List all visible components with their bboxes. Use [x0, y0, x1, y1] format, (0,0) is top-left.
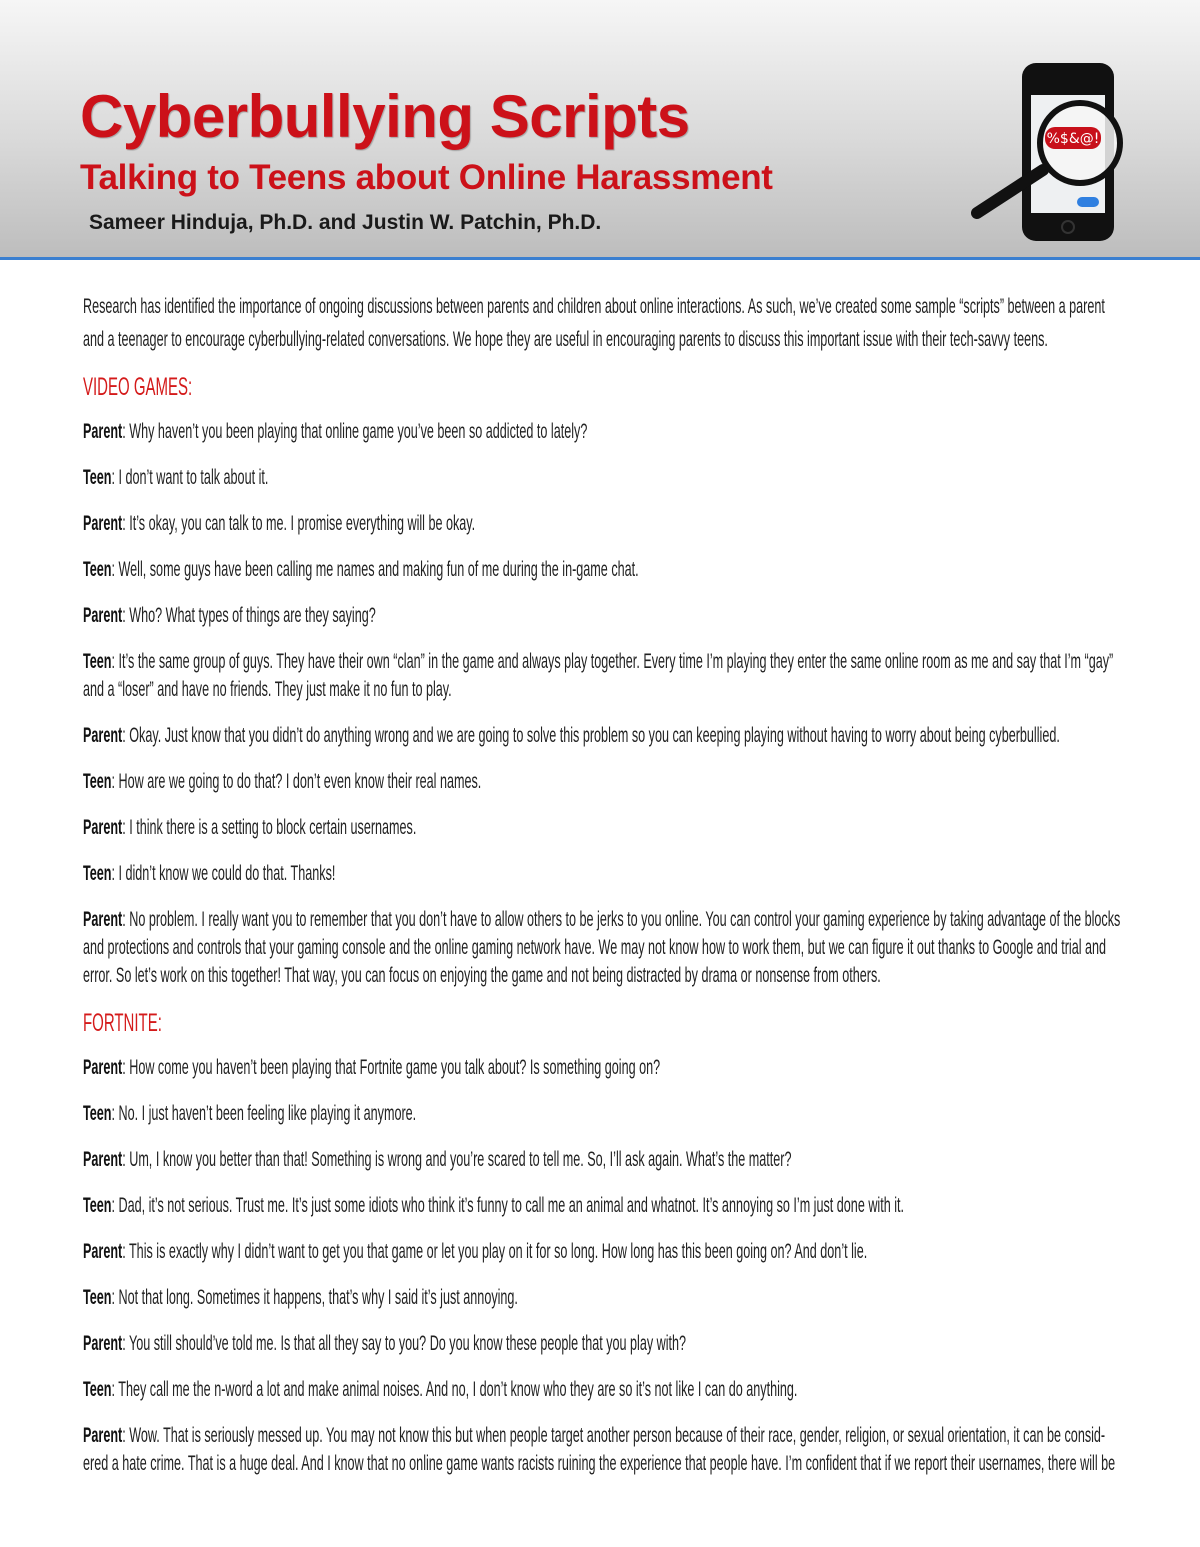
- speaker-label: Teen: [83, 466, 112, 489]
- dialogue-line: [83, 464, 1127, 492]
- speaker-label: Teen: [83, 558, 112, 581]
- dialogue-text: : You still should’ve told me. Is that all they say to you? Do you know these people that you play with?: [122, 1332, 687, 1355]
- dialogue-line: [83, 1284, 1127, 1312]
- speaker-label: Parent: [83, 512, 123, 535]
- dialogue-text: : Um, I know you better than that! Something is wrong and you’re scared to tell me. So, I’ll ask again. What’s the matter?: [122, 1148, 792, 1171]
- dialogue-text: : How are we going to do that? I don’t even know their real names.: [111, 770, 482, 793]
- dialogue-text: : It’s the same group of guys. They have their own “clan” in the game and always play together. Every time I’m playing they enter the same online room as me and say that I’m “gay” and a “loser” and have no friends. They just make it no fun to play.: [83, 650, 1114, 701]
- dialogue-text: : I didn’t know we could do that. Thanks!: [111, 862, 336, 885]
- phone-magnifier-icon: [965, 55, 1155, 250]
- dialogue-text: : No problem. I really want you to remember that you don’t have to allow others to be jerks to you online. You can control your gaming experience by taking advantage of the blocks and protections and controls that your gaming console and the online gaming network have. We may not know how to work them, but we can figure it out thanks to Google and trial and error. So let’s work on this together! That way, you can focus on enjoying the game and not being distracted by drama or nonsense from others.: [83, 908, 1121, 987]
- dialogue-text: : How come you haven’t been playing that Fortnite game you talk about? Is something going on?: [122, 1056, 661, 1079]
- dialogue-text: : No. I just haven’t been feeling like playing it anymore.: [111, 1102, 417, 1125]
- dialogue-line: [83, 722, 1127, 750]
- dialogue-line: [83, 906, 1127, 990]
- intro-paragraph: Research has identified the importance of ongoing discussions between parents and children about online interactions. As such, we’ve created some sample “scripts” between a parent and a teenager to encourage cyberbullying-related conversations. We hope they are useful in encouraging parents to discuss this important issue with their tech-savvy teens.: [83, 295, 1105, 351]
- dialogue-line: [83, 1330, 1127, 1358]
- speaker-label: Teen: [83, 770, 112, 793]
- document-title: Cyberbullying Scripts: [80, 83, 690, 150]
- dialogue-text: : It’s okay, you can talk to me. I promise everything will be okay.: [122, 512, 476, 535]
- speaker-label: Parent: [83, 604, 123, 627]
- document-subtitle: Talking to Teens about Online Harassment: [80, 158, 773, 197]
- speaker-label: Parent: [83, 1056, 123, 1079]
- dialogue-line: [83, 1192, 1127, 1220]
- dialogue-line: [83, 1422, 1127, 1478]
- dialogue-text: : This is exactly why I didn’t want to get you that game or let you play on it for so long. How long has this been going on? And don’t lie.: [122, 1240, 868, 1263]
- speaker-label: Parent: [83, 420, 123, 443]
- speaker-label: Parent: [83, 724, 123, 747]
- dialogue-line: [83, 1054, 1127, 1082]
- dialogue-line: [83, 768, 1127, 796]
- dialogue-line: [83, 860, 1127, 888]
- speaker-label: Parent: [83, 1240, 123, 1263]
- document-body: [83, 290, 1127, 1496]
- speaker-label: Parent: [83, 1332, 123, 1355]
- dialogue-text: : Why haven’t you been playing that online game you’ve been so addicted to lately?: [122, 420, 588, 443]
- dialogue-line: [83, 556, 1127, 584]
- dialogue-text: : Okay. Just know that you didn’t do anything wrong and we are going to solve this problem so you can keeping playing without having to worry about being cyberbullied.: [122, 724, 1060, 747]
- speaker-label: Teen: [83, 1194, 112, 1217]
- speaker-label: Teen: [83, 650, 112, 673]
- dialogue-line: [83, 648, 1127, 704]
- dialogue-text: : Well, some guys have been calling me names and making fun of me during the in-game chat.: [111, 558, 639, 581]
- speaker-label: Teen: [83, 862, 112, 885]
- section-heading: VIDEO GAMES:: [83, 373, 193, 401]
- dialogue-text: : Not that long. Sometimes it happens, that’s why I said it’s just annoying.: [111, 1286, 518, 1309]
- dialogue-line: [83, 814, 1127, 842]
- bubble-text: %$&@!: [1046, 131, 1100, 147]
- dialogue-text: : Wow. That is seriously messed up. You may not know this but when people target another person because of their race, gender, religion, or sexual orientation, it can be consid-ered a hate crime. That is a huge deal. And I know that no online game wants racists ruining the experience that people have. I’m confident that if we report their usernames, there will be: [83, 1424, 1116, 1475]
- speaker-label: Parent: [83, 816, 123, 839]
- speaker-label: Parent: [83, 1148, 123, 1171]
- speaker-label: Teen: [83, 1102, 112, 1125]
- speaker-label: Teen: [83, 1286, 112, 1309]
- dialogue-line: [83, 1146, 1127, 1174]
- dialogue-line: [83, 1376, 1127, 1404]
- dialogue-line: [83, 418, 1127, 446]
- document-header: [0, 0, 1200, 260]
- dialogue-text: : Who? What types of things are they saying?: [122, 604, 376, 627]
- dialogue-line: [83, 602, 1127, 630]
- dialogue-text: : I don’t want to talk about it.: [111, 466, 269, 489]
- dialogue-line: [83, 510, 1127, 538]
- speaker-label: Parent: [83, 1424, 123, 1447]
- dialogue-line: [83, 1100, 1127, 1128]
- dialogue-text: : They call me the n-word a lot and make animal noises. And no, I don’t know who they are so it’s not like I can do anything.: [111, 1378, 798, 1401]
- authors: Sameer Hinduja, Ph.D. and Justin W. Patchin, Ph.D.: [89, 211, 602, 234]
- dialogue-text: : Dad, it’s not serious. Trust me. It’s just some idiots who think it’s funny to call me an animal and whatnot. It’s annoying so I’m just done with it.: [111, 1194, 905, 1217]
- speaker-label: Parent: [83, 908, 123, 931]
- speaker-label: Teen: [83, 1378, 112, 1401]
- section-heading: FORTNITE:: [83, 1009, 162, 1037]
- dialogue-text: : I think there is a setting to block certain usernames.: [122, 816, 417, 839]
- dialogue-line: [83, 1238, 1127, 1266]
